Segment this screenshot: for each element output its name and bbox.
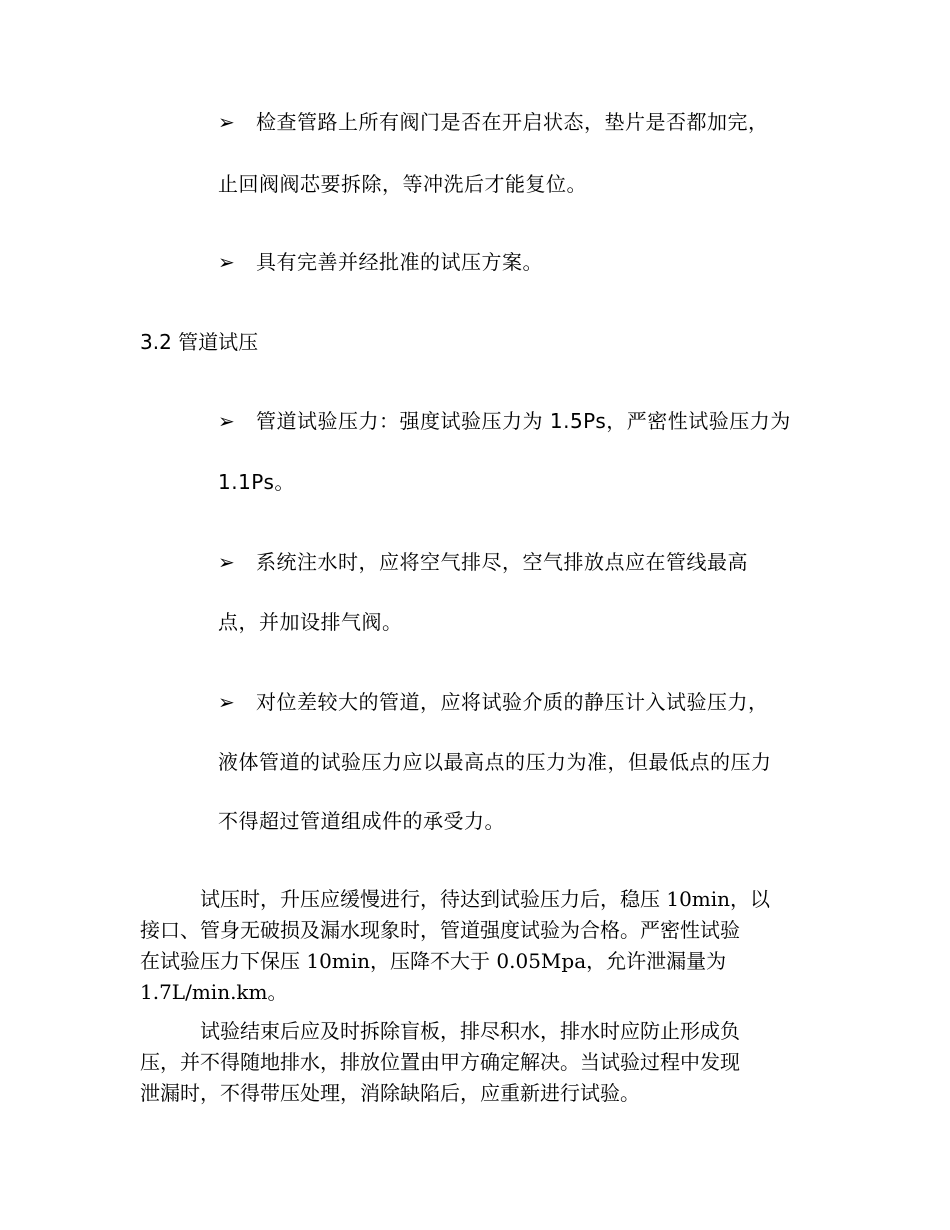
bullet-item-test-pressure-line-2 <box>218 470 295 494</box>
bullet-text: 检查管路上所有阀门是否在开启状态，垫片是否都加完， <box>256 110 769 134</box>
bullet-item-elevation-line-1 <box>218 690 769 714</box>
bullet-text: 具有完善并经批准的试压方案。 <box>256 250 543 274</box>
bullet-text: 止回阀阀芯要拆除，等冲洗后才能复位。 <box>218 172 587 196</box>
bullet-text: 系统注水时，应将空气排尽，空气排放点应在管线最高 <box>256 550 748 574</box>
bullet-text: 液体管道的试验压力应以最高点的压力为准，但最低点的压力 <box>218 750 772 774</box>
bullet-item-water-fill-line-1 <box>218 550 748 574</box>
bullet-text: 管道试验压力：强度试验压力为 1.5Ps，严密性试验压力为 <box>256 409 791 433</box>
paragraph-line: 在试验压力下保压 10min，压降不大于 0.05Mpa，允许泄漏量为 <box>140 949 727 973</box>
bullet-item-valves-line-2 <box>218 172 587 196</box>
bullet-item-water-fill-line-2 <box>218 610 403 634</box>
arrow-bullet-icon: ➢ <box>218 250 236 274</box>
paragraph-after-test <box>140 1016 800 1109</box>
bullet-text: 1.1Ps。 <box>218 470 295 494</box>
bullet-text: 不得超过管道组成件的承受力。 <box>218 809 505 833</box>
bullet-text: 对位差较大的管道，应将试验介质的静压计入试验压力， <box>256 690 769 714</box>
bullet-item-valves-line-1 <box>218 110 769 134</box>
arrow-bullet-icon: ➢ <box>218 110 236 134</box>
section-heading: 3.2 管道试压 <box>140 330 259 354</box>
paragraph-line: 试验结束后应及时拆除盲板，排尽积水，排水时应防止形成负 <box>200 1019 740 1043</box>
bullet-item-elevation-line-2 <box>218 750 772 774</box>
paragraph-line: 接口、管身无破损及漏水现象时，管道强度试验为合格。严密性试验 <box>140 918 740 942</box>
paragraph-line: 试压时，升压应缓慢进行，待达到试验压力后，稳压 10min，以 <box>200 887 771 911</box>
bullet-item-elevation-line-3 <box>218 809 505 833</box>
bullet-item-test-pressure-line-1 <box>218 409 791 433</box>
arrow-bullet-icon: ➢ <box>218 409 236 433</box>
paragraph-line: 1.7L/min.km。 <box>140 980 288 1004</box>
paragraph-line: 泄漏时，不得带压处理，消除缺陷后，应重新进行试验。 <box>140 1081 640 1105</box>
paragraph-line: 压，并不得随地排水，排放位置由甲方确定解决。当试验过程中发现 <box>140 1050 740 1074</box>
arrow-bullet-icon: ➢ <box>218 550 236 574</box>
bullet-text: 点，并加设排气阀。 <box>218 610 403 634</box>
bullet-item-plan <box>218 250 543 274</box>
arrow-bullet-icon: ➢ <box>218 690 236 714</box>
paragraph-pressure-test <box>140 884 800 1008</box>
